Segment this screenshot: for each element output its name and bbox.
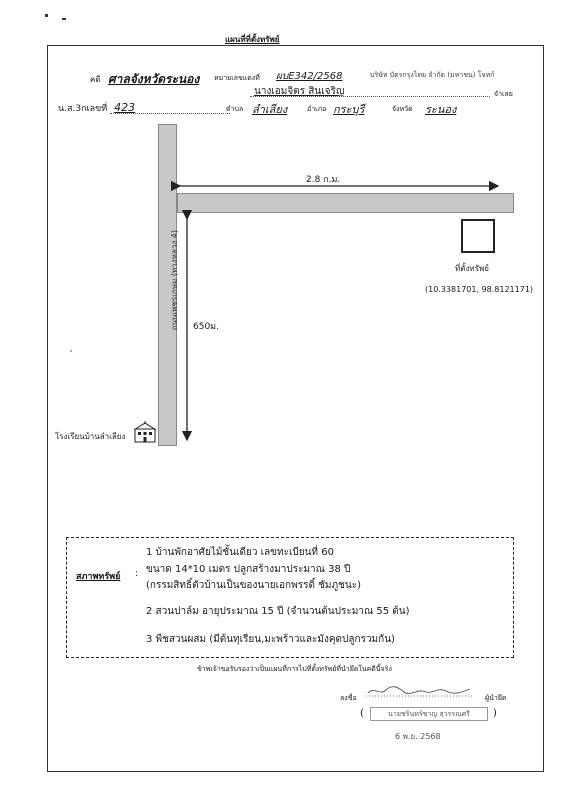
status-label: สภาพทรัพย์ bbox=[76, 572, 121, 582]
horizontal-distance-label: 2.8 ก.ม. bbox=[306, 175, 341, 185]
deed-number: 423 bbox=[114, 101, 136, 114]
property-coordinates: (10.3381701, 98.8121171) bbox=[425, 285, 534, 294]
defendant-name: นางเอมจิตร สินเจริญ bbox=[254, 86, 345, 97]
sign-label: ลงชื่อ bbox=[340, 694, 357, 702]
subdistrict-value: ลำเลียง bbox=[252, 103, 288, 116]
deed-label: น.ส.3กเลขที่ bbox=[58, 104, 108, 114]
court-name: ศาลจังหวัดระนอง bbox=[108, 72, 200, 86]
close-paren: ) bbox=[493, 708, 497, 719]
property-label: ที่ตั้งทรัพย์ bbox=[455, 264, 489, 273]
school-label: โรงเรียนบ้านลำเลียง bbox=[55, 432, 126, 441]
open-paren: ( bbox=[360, 708, 364, 719]
name-stamp: นายชรินทร์ชาญ สุวรรณศรี bbox=[370, 707, 488, 721]
district-value: กระบุรี bbox=[333, 103, 365, 116]
plaintiff-company: บริษัท บัตรกรุงไทย จำกัด (มหาชน) โจทก์ bbox=[370, 71, 495, 79]
vertical-distance-label: 650ม. bbox=[193, 322, 219, 332]
province-label: จังหวัด bbox=[392, 105, 413, 113]
case-number: ผบE342/2568 bbox=[276, 71, 343, 82]
status-item: 3 พืชสวนผสม (มีต้นทุเรียน,มะพร้าวและมังคุดปลูกรวมกัน) bbox=[146, 634, 395, 645]
province-value: ระนอง bbox=[425, 103, 457, 116]
case-no-label: หมายเลขแดงที่ bbox=[214, 74, 260, 82]
scan-dot bbox=[70, 350, 72, 352]
status-item: 2 สวนปาล์ม อายุประมาณ 15 ปี (จำนวนต้นประมาณ 55 ต้น) bbox=[146, 606, 410, 617]
status-item: ขนาด 14*10 เมตร ปลูกสร้างมาประมาณ 38 ปี bbox=[146, 564, 351, 575]
district-label: อำเภอ bbox=[307, 105, 327, 113]
handwritten-signature bbox=[360, 684, 480, 698]
date-stamp: 6 พ.ย. 2568 bbox=[395, 732, 441, 741]
certification-text: ข้าพเจ้าขอรับรองว่าเป็นแผนที่การไปที่ตั้งทรัพย์ที่นำยึดในคดีนี้จริง bbox=[197, 665, 392, 673]
school-building-icon bbox=[133, 421, 157, 443]
document-title: แผนที่ที่ตั้งทรัพย์ bbox=[225, 35, 280, 44]
status-colon: : bbox=[135, 569, 139, 579]
court-prefix: คดี bbox=[90, 75, 101, 84]
role-label: ผู้นำยึด bbox=[485, 694, 507, 702]
subdistrict-label: ตำบล bbox=[226, 105, 244, 113]
status-item: 1 บ้านพักอาศัยไม้ชั้นเดียว เลขทะเบียนที่ 60 bbox=[146, 547, 334, 558]
defendant-suffix: จำเลย bbox=[494, 90, 513, 98]
property-marker bbox=[461, 219, 495, 253]
road-label: ถนนเพชรเกษม (ทางหลวง 4) bbox=[170, 230, 179, 331]
status-item: (กรรมสิทธิ์ตัวบ้านเป็นของนายเอกพรรดิ์ ชัมภูชนะ) bbox=[146, 580, 361, 591]
